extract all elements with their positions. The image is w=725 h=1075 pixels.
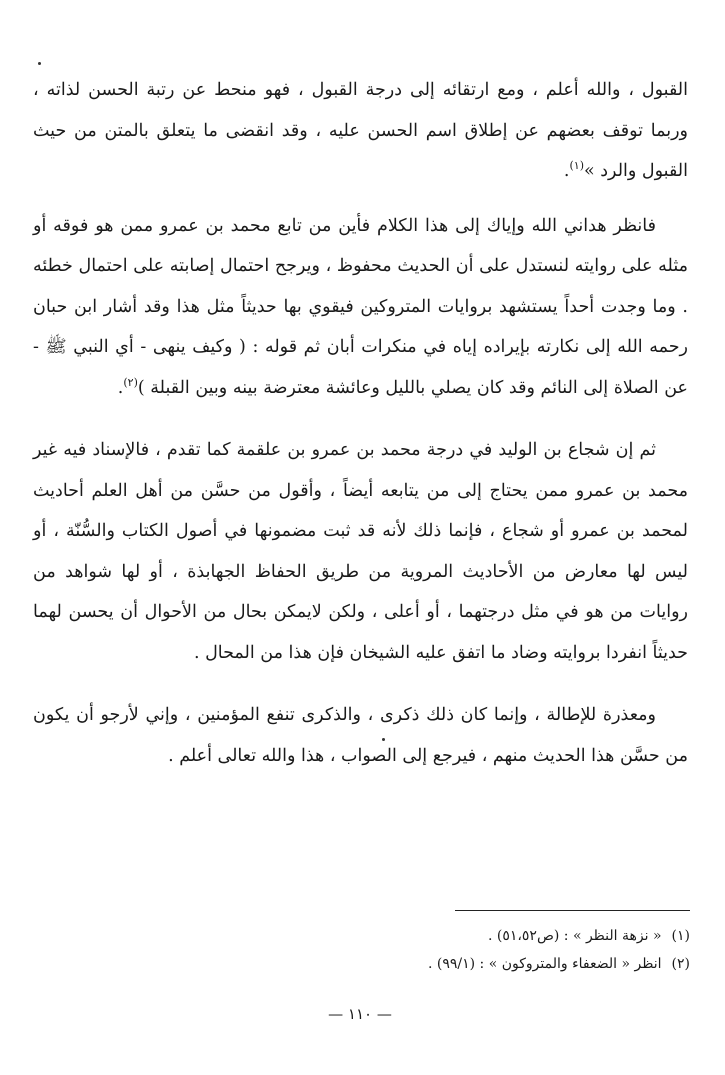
paragraph-1-end: . [563, 161, 570, 181]
footnote-1-text: « نزهة النظر » : (ص٥١،٥٢) . [487, 928, 662, 944]
footnote-2-text: انظر « الضعفاء والمتروكون » : (٩٩/١) . [427, 956, 662, 972]
main-text [33, 70, 688, 798]
footnote-1-number: (١) [671, 928, 690, 944]
document-page [20, 60, 700, 1060]
paragraph-4 [33, 695, 688, 776]
footnote-2-number: (٢) [671, 956, 690, 972]
paragraph-2 [33, 206, 688, 409]
paragraph-4-text: ومعذرة للإطالة ، وإنما كان ذلك ذكرى ، والذكرى تنفع المؤمنين ، وإني لأرجو أن يكون من حسَّن هذا الحديث منهم ، فيرجع إلى الصواب ، هذا والله تعالى أعلم . [33, 705, 688, 766]
scan-speck [38, 62, 41, 65]
footnotes [190, 922, 690, 978]
paragraph-1-text: القبول ، والله أعلم ، ومع ارتقائه إلى درجة القبول ، فهو منحط عن رتبة الحسن لذاته ، وربما توقف بعضهم عن إطلاق اسم الحسن عليه ، وقد انقضى ما يتعلق بالمتن من حيث القبول والرد » [33, 80, 688, 181]
paragraph-2-end: . [117, 377, 124, 398]
footnote-2 [190, 950, 690, 978]
paragraph-1 [33, 70, 688, 192]
paragraph-3 [33, 430, 688, 673]
footnote-ref-1: (١) [569, 159, 584, 173]
page-number: — ١١٠ — [328, 1005, 392, 1023]
footnote-1 [190, 922, 690, 950]
footnote-separator [455, 910, 690, 911]
paragraph-2-text: فانظر هداني الله وإياك إلى هذا الكلام فأين من تابع محمد بن عمرو ممن هو فوقه أو مثله على روايته لنستدل على أن الحديث محفوظ ، ويرجح احتمال إصابته على احتمال خطئه . وما وجدت أحداً يستشهد بروايات المتروكين فيقوي بها حديثاً مثل هذا وقد أشار ابن حبان رحمه الله إلى نكارته بإيراده إياه في منكرات أبان ثم قوله : ( وكيف ينهى - أي النبي ﷺ - عن الصلاة إلى النائم وقد كان يصلي بالليل وعائشة معترضة بينه وبين القبلة ) [33, 215, 688, 398]
scan-speck [382, 738, 385, 741]
footnote-ref-2: (٢) [123, 375, 138, 389]
paragraph-3-text: ثم إن شجاع بن الوليد في درجة محمد بن عمرو بن علقمة كما تقدم ، فالإسناد فيه غير محمد بن عمرو ممن يحتاج إلى من يتابعه أيضاً ، وأقول من حسَّن من أهل العلم أحاديث لمحمد بن عمرو أو شجاع ، فإنما ذلك لأنه قد ثبت مضمونها في أصول الكتاب والسُّنّة ، أو ليس لها معارض من الأحاديث المروية من طريق الحفاظ الجهابذة ، أو لها شواهد من روايات من هو في مثل درجتهما ، أو أعلى ، ولكن لايمكن بحال من الأحوال أن يحسن لهما حديثاً انفردا بروايته وضاد ما اتفق عليه الشيخان فإن هذا من المحال . [33, 440, 688, 663]
